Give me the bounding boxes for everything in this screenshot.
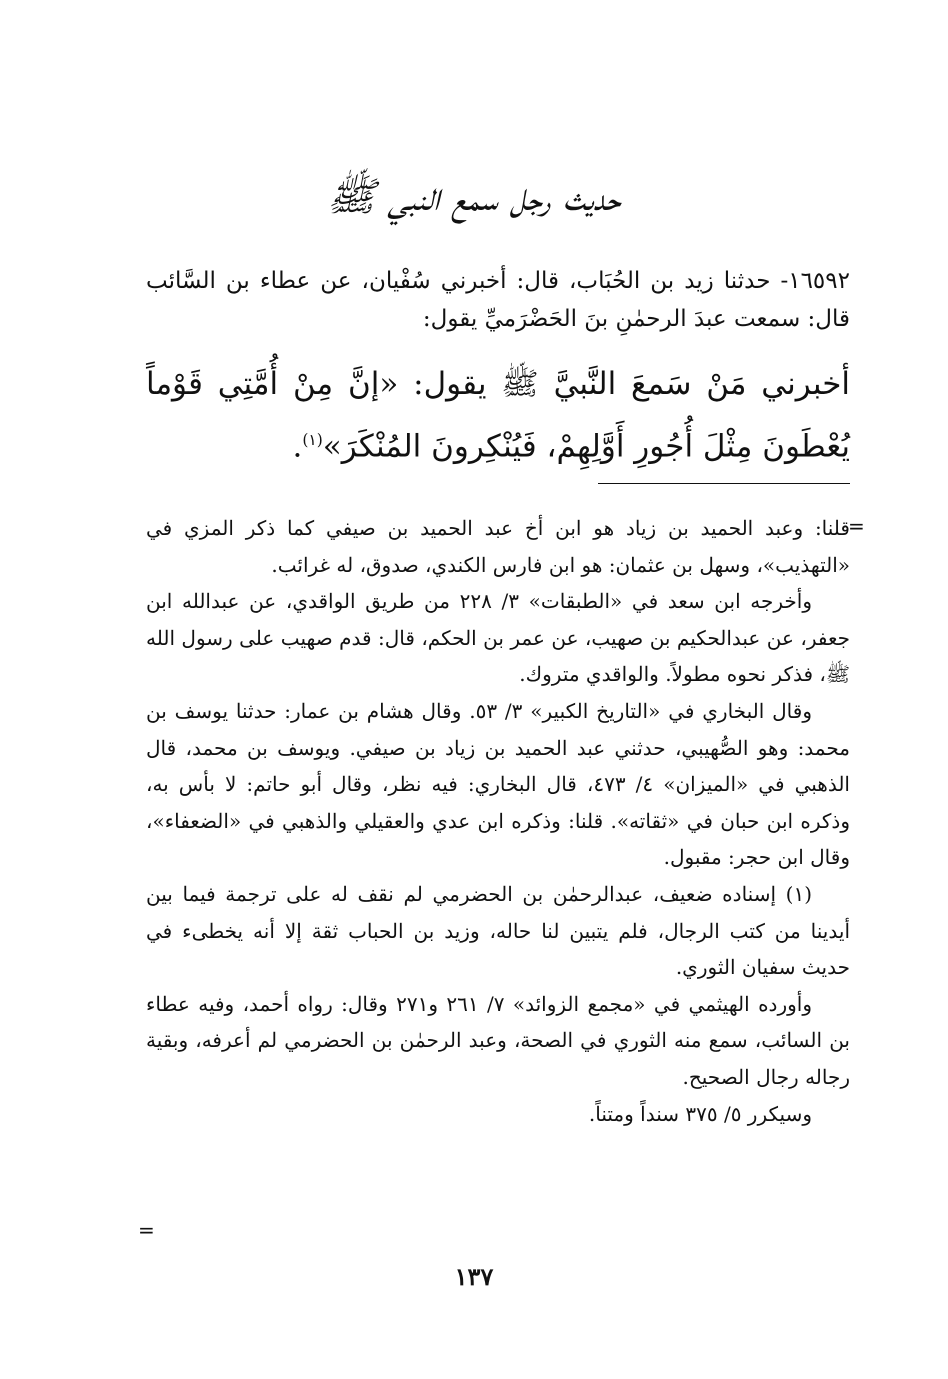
hadith-isnad: ١٦٥٩٢- حدثنا زيد بن الحُبَاب، قال: أخبرني سُفْيان، عن عطاء بن السَّائب قال: سمعت عبدَ الرحمٰنِ بنَ الحَضْرَميِّ يقول: — [146, 268, 850, 332]
chapter-title: حديث رجل سمع النبي ﷺ — [327, 174, 621, 220]
continuation-mark-top: = — [848, 514, 865, 538]
continuation-mark-bottom: = — [138, 1218, 155, 1242]
note-paragraph: وقال البخاري في «التاريخ الكبير» ٣/ ٥٣. وقال هشام بن عمار: حدثنا يوسف بن محمد: وهو الصُّهيبي، حدثني عبد الحميد بن زياد بن صيفي. ويوسف بن محمد، قال الذهبي في «الميزان» ٤/ ٤٧٣، قال البخاري: فيه نظر، وقال أبو حاتم: لا بأس به، وذكره ابن حبان في «ثقاته». قلنا: وذكره ابن عدي والعقيلي والذهبي في «الضعفاء»، وقال ابن حجر: مقبول. — [146, 698, 850, 870]
page-number: ١٣٧ — [454, 1262, 494, 1291]
footnote-1: (١) إسناده ضعيف، عبدالرحمٰن بن الحضرمي لم نقف له على ترجمة فيما بين أيدينا من كتب الرجال، فلم يتبين لنا حاله، وزيد بن الحباب ثقة إلا أنه يخطىء في حديث سفيان الثوري. — [146, 881, 850, 980]
footnote-reference: (١) — [302, 431, 323, 449]
footnote-separator — [598, 483, 850, 484]
hadith-end-punctuation: . — [292, 428, 303, 465]
note-paragraph: وأخرجه ابن سعد في «الطبقات» ٣/ ٢٢٨ من طريق الواقدي، عن عبدالله ابن جعفر، عن عبدالحكيم بن صهيب، عن عمر بن الحكم، قال: قدم صهيب على رسول الله ﷺ، فذكر نحوه مطولاً. والواقدي متروك. — [146, 589, 850, 687]
note-paragraph: وأورده الهيثمي في «مجمع الزوائد» ٧/ ٢٦١ و٢٧١ وقال: رواه أحمد، وفيه عطاء بن السائب، سمع منه الثوري في الصحة، وعبد الرحمٰن بن الحضرمي لم أعرفه، وبقية رجاله رجال الصحيح. — [146, 991, 850, 1089]
hadith-matn-text: أخبرني مَنْ سَمعَ النَّبيَّ ﷺ يقول: «إنَّ مِنْ أُمَّتِي قَوْماً يُعْطَونَ مِثْلَ أُجُورِ أَوَّلِهِمْ، فَيُنْكِرونَ المُنْكَرَ» — [146, 366, 850, 465]
note-paragraph: قلنا: وعبد الحميد بن زياد هو ابن أخ عبد الحميد بن صيفي كما ذكر المزي في «التهذيب»، وسهل بن عثمان: هو ابن فارس الكندي، صدوق، له غرائب. — [146, 516, 850, 577]
hadith-matn — [146, 356, 850, 474]
note-paragraph: وسيكرر ٥/ ٣٧٥ سنداً ومتناً. — [588, 1101, 812, 1126]
footnotes — [146, 510, 850, 1132]
